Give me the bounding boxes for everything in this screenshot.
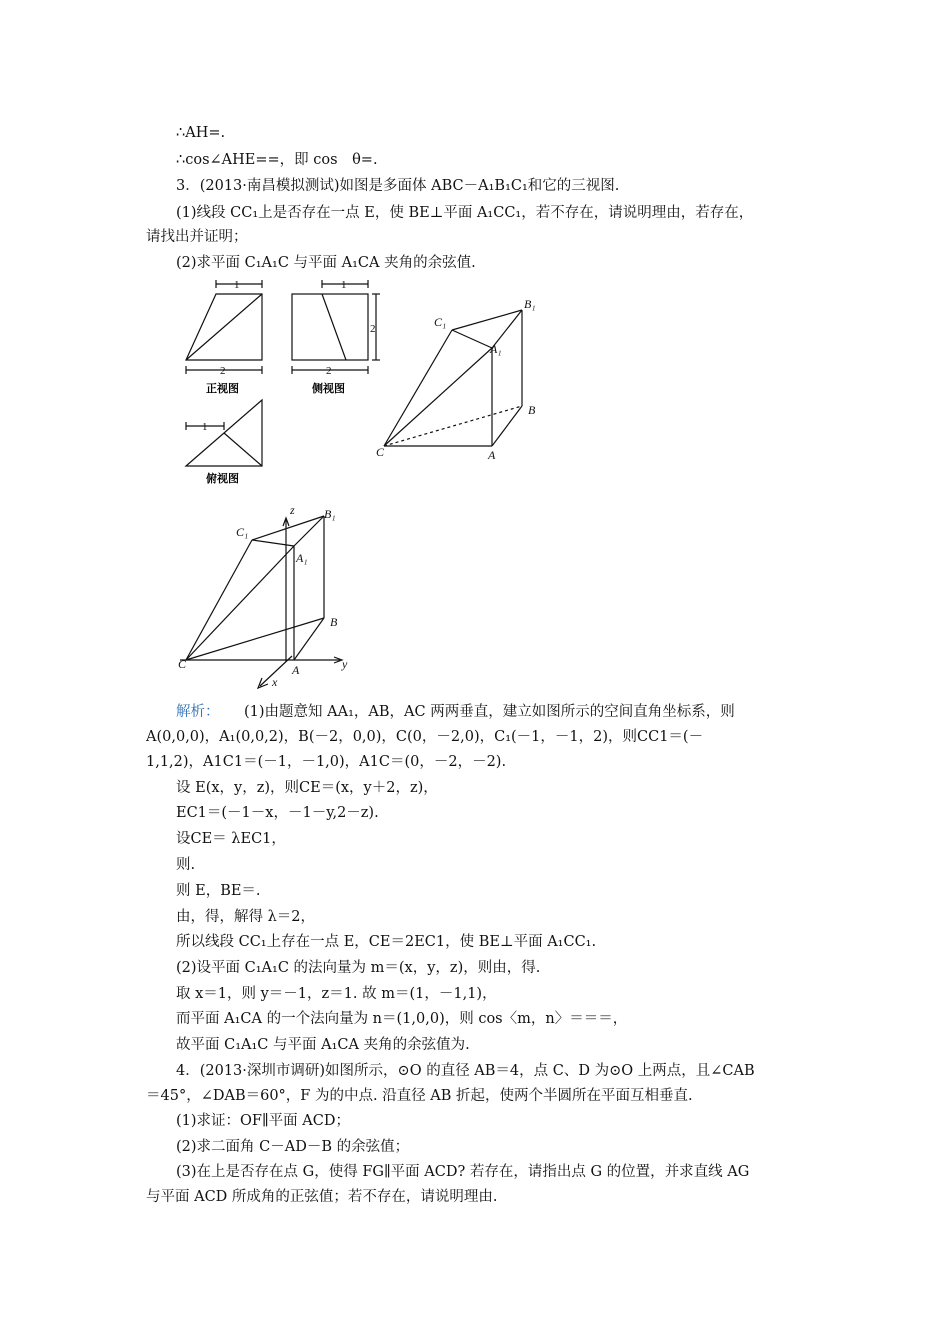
axis-label-z: z xyxy=(290,503,295,517)
axis-label-x: x xyxy=(272,675,278,689)
dim-label: 1 xyxy=(234,279,240,291)
polyhedron-figure xyxy=(372,296,552,466)
vertex-label: C xyxy=(178,657,187,671)
text-line: 4．(2013·深圳市调研)如图所示，⊙O 的直径 AB＝4，点 C、D 为⊙O 上两点，且∠CAB xyxy=(176,1063,755,1079)
text-line: 取 x＝1，则 y＝－1，z＝1. 故 m＝(1，－1,1)， xyxy=(176,986,497,1002)
solution-label: 解析： xyxy=(176,704,220,720)
top-view-caption: 俯视图 xyxy=(206,473,239,485)
front-view-caption: 正视图 xyxy=(206,383,239,395)
text-line: ∴AH=. xyxy=(176,125,226,141)
text-line: 则. xyxy=(176,857,196,873)
text-line: 设CE＝ λEC1， xyxy=(176,831,286,847)
vertex-label: B xyxy=(528,403,536,417)
vertex-label: C₁ xyxy=(434,315,447,329)
text-line: (2)求平面 C₁A₁C 与平面 A₁CA 夹角的余弦值. xyxy=(176,255,476,271)
dim-label: 2 xyxy=(370,323,376,335)
text-line: A(0,0,0)，A₁(0,0,2)，B(－2，0,0)，C(0，－2,0)，C₁(－1，－1，2)，则CC1＝(－ xyxy=(146,729,704,745)
vertex-label: A₁ xyxy=(490,342,502,356)
text-line: 与平面 ACD 所成角的正弦值；若不存在，请说明理由. xyxy=(146,1189,498,1205)
vertex-label: A xyxy=(488,448,496,462)
dim-label: 1 xyxy=(202,421,208,433)
vertex-label: B xyxy=(330,615,338,629)
vertex-label: C xyxy=(376,445,385,459)
text-line: ∴cos∠AHE==，即 cos θ=. xyxy=(176,152,378,168)
text-line: 设 E(x，y，z)，则CE＝(x，y＋2，z)， xyxy=(176,780,438,796)
dim-label: 2 xyxy=(326,365,332,377)
text-line: (2)求二面角 C－AD－B 的余弦值； xyxy=(176,1139,410,1155)
text-line: 由，得，解得 λ＝2， xyxy=(176,909,316,925)
text-line: (1)求证：OF∥平面 ACD； xyxy=(176,1113,350,1129)
text-line: 请找出并证明； xyxy=(146,229,248,245)
text-line: 1,1,2)，A1C1＝(－1，－1,0)，A1C＝(0，－2，－2). xyxy=(146,754,507,770)
side-view-caption: 侧视图 xyxy=(312,383,345,395)
vertex-label: B₁ xyxy=(524,297,536,311)
text-line: (3)在上是否存在点 G，使得 FG∥平面 ACD? 若存在，请指出点 G 的位置，并求直线 AG xyxy=(176,1164,750,1180)
vertex-label: A₁ xyxy=(296,551,308,565)
coordinate-figure xyxy=(176,500,366,690)
text-line: 所以线段 CC₁上存在一点 E，CE＝2EC1，使 BE⊥平面 A₁CC₁. xyxy=(176,934,597,950)
text-line: 3．(2013·南昌模拟测试)如图是多面体 ABC－A₁B₁C₁和它的三视图. xyxy=(176,178,620,194)
vertex-label: A xyxy=(292,663,300,677)
text-line: 而平面 A₁CA 的一个法向量为 n＝(1,0,0)，则 cos〈m，n〉＝＝＝， xyxy=(176,1011,628,1027)
text-line: 故平面 C₁A₁C 与平面 A₁CA 夹角的余弦值为. xyxy=(176,1037,470,1053)
text-line: 则 E，BE＝. xyxy=(176,883,261,899)
text-line: (1)线段 CC₁上是否存在一点 E，使 BE⊥平面 A₁CC₁，若不存在，请说明理由，若存在， xyxy=(176,205,754,221)
text-line: EC1＝(－1－x，－1－y,2－z). xyxy=(176,805,379,821)
vertex-label: C₁ xyxy=(236,525,249,539)
text-line: (1)由题意知 AA₁，AB，AC 两两垂直，建立如图所示的空间直角坐标系，则 xyxy=(244,704,735,720)
side-view-shape xyxy=(292,294,368,360)
vertex-label: B₁ xyxy=(324,507,336,521)
text-line: (2)设平面 C₁A₁C 的法向量为 m＝(x，y，z)，则由，得. xyxy=(176,960,541,976)
dim-label: 1 xyxy=(341,279,347,291)
axis-label-y: y xyxy=(342,657,348,671)
text-line: ＝45°，∠DAB＝60°，F 为的中点. 沿直径 AB 折起，使两个半圆所在平面互相垂直. xyxy=(146,1088,693,1104)
dim-label: 2 xyxy=(220,365,226,377)
